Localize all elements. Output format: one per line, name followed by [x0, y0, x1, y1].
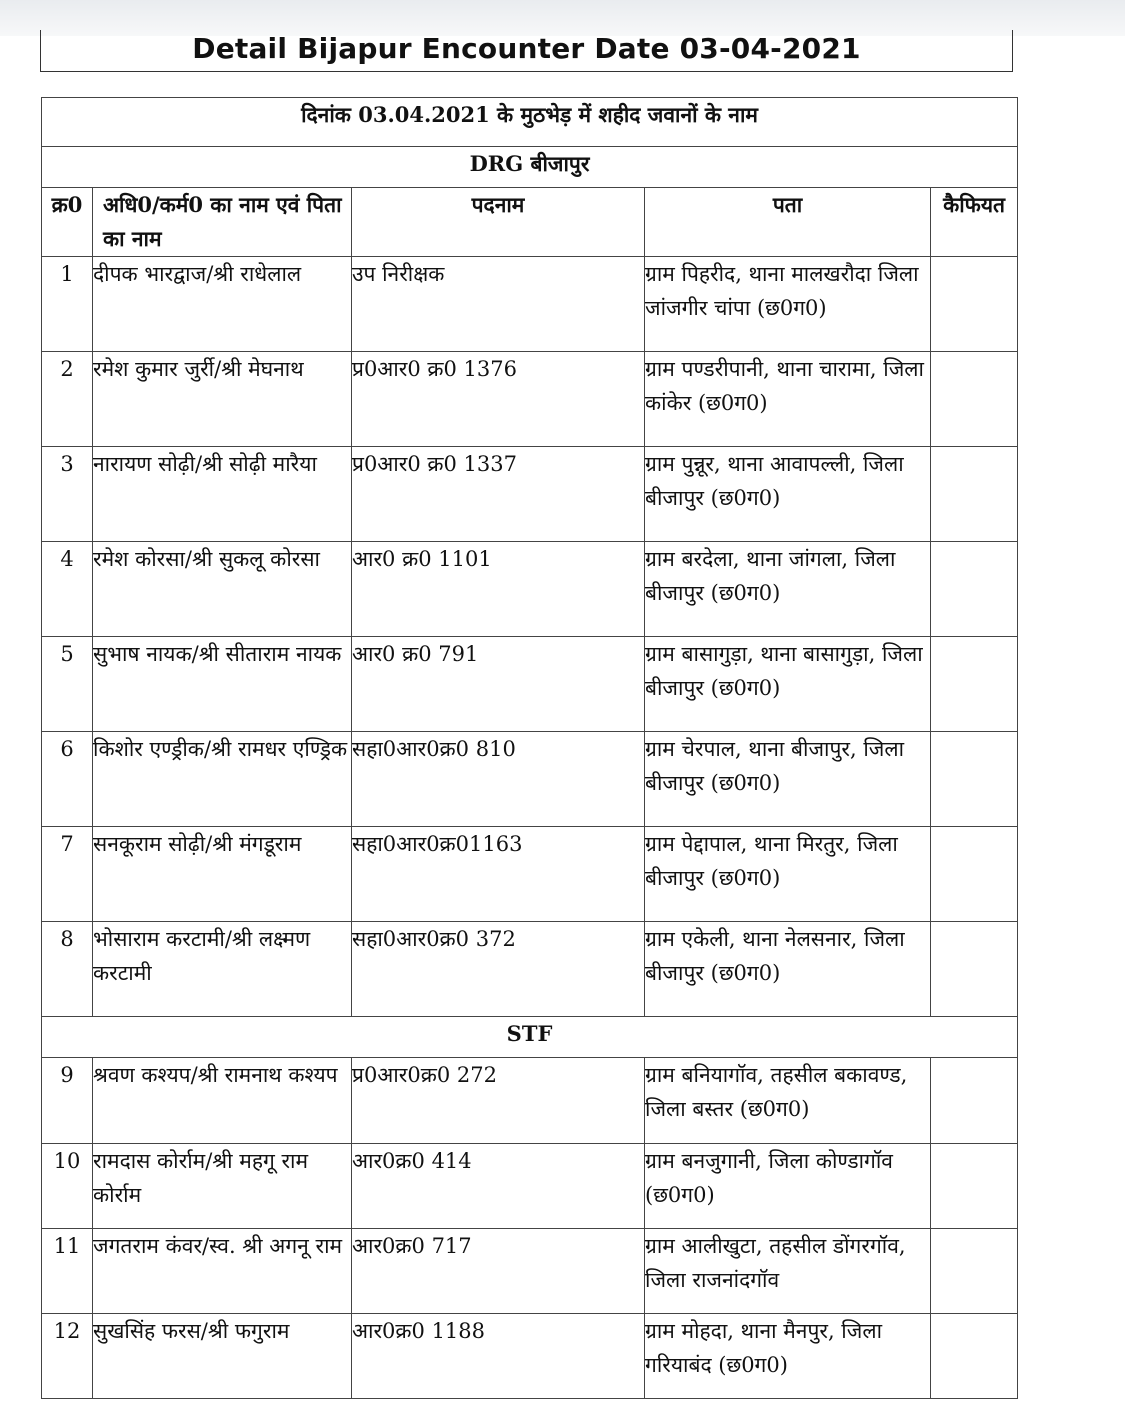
row-post: सहा0आर0क्र0 372: [352, 922, 645, 1017]
table-row: [42, 922, 1018, 1017]
row-number: 9: [42, 1058, 93, 1144]
row-name: रमेश कुमार जुर्री/श्री मेघनाथ: [93, 352, 352, 447]
row-remarks: [931, 827, 1018, 922]
row-name: दीपक भारद्वाज/श्री राधेलाल: [93, 257, 352, 352]
row-post: प्र0आर0क्र0 272: [352, 1058, 645, 1144]
row-name: किशोर एण्ड्रीक/श्री रामधर एण्ड्रिक: [93, 732, 352, 827]
row-address: ग्राम बरदेला, थाना जांगला, जिला बीजापुर (छ0ग0): [645, 542, 931, 637]
row-number: 6: [42, 732, 93, 827]
table-row: [42, 732, 1018, 827]
table-row: [42, 1058, 1018, 1144]
header-name: अधि0/कर्म0 का नाम एवं पिता का नाम: [93, 188, 352, 257]
table-row: [42, 1229, 1018, 1314]
row-address: ग्राम पेद्दापाल, थाना मिरतुर, जिला बीजापुर (छ0ग0): [645, 827, 931, 922]
table-caption: दिनांक 03.04.2021 के मुठभेड़ में शहीद जवानों के नाम: [42, 98, 1018, 147]
row-name: नारायण सोढ़ी/श्री सोढ़ी मारैया: [93, 447, 352, 542]
table-row: [42, 352, 1018, 447]
table-row: [42, 542, 1018, 637]
row-remarks: [931, 447, 1018, 542]
row-address: ग्राम मोहदा, थाना मैनपुर, जिला गरियाबंद (छ0ग0): [645, 1314, 931, 1399]
row-post: आर0 क्र0 1101: [352, 542, 645, 637]
table-row: [42, 827, 1018, 922]
row-post: आर0 क्र0 791: [352, 637, 645, 732]
header-address: पता: [645, 188, 931, 257]
row-name: रामदास कोर्राम/श्री महगू राम कोर्राम: [93, 1144, 352, 1229]
row-number: 12: [42, 1314, 93, 1399]
row-address: ग्राम आलीखुटा, तहसील डोंगरगॉव, जिला राजनांदगॉव: [645, 1229, 931, 1314]
row-number: 11: [42, 1229, 93, 1314]
section-title: DRG बीजापुर: [42, 147, 1018, 188]
row-number: 4: [42, 542, 93, 637]
row-number: 2: [42, 352, 93, 447]
table-row: [42, 447, 1018, 542]
row-name: श्रवण कश्यप/श्री रामनाथ कश्यप: [93, 1058, 352, 1144]
row-name: भोसाराम करटामी/श्री लक्ष्मण करटामी: [93, 922, 352, 1017]
row-address: ग्राम बनियागॉव, तहसील बकावण्ड, जिला बस्तर (छ0ग0): [645, 1058, 931, 1144]
row-number: 1: [42, 257, 93, 352]
header-post: पदनाम: [352, 188, 645, 257]
row-post: प्र0आर0 क्र0 1376: [352, 352, 645, 447]
row-remarks: [931, 352, 1018, 447]
row-number: 8: [42, 922, 93, 1017]
row-remarks: [931, 922, 1018, 1017]
row-name: सनकूराम सोढ़ी/श्री मंगडूराम: [93, 827, 352, 922]
martyrs-table: [41, 97, 1018, 1399]
row-remarks: [931, 732, 1018, 827]
row-post: आर0क्र0 717: [352, 1229, 645, 1314]
row-remarks: [931, 1058, 1018, 1144]
section-title: STF: [42, 1017, 1018, 1058]
row-address: ग्राम चेरपाल, थाना बीजापुर, जिला बीजापुर (छ0ग0): [645, 732, 931, 827]
section-row: [42, 1017, 1018, 1058]
row-remarks: [931, 637, 1018, 732]
row-number: 5: [42, 637, 93, 732]
document-title: Detail Bijapur Encounter Date 03-04-2021: [192, 32, 861, 65]
row-name: सुखसिंह फरस/श्री फगुराम: [93, 1314, 352, 1399]
table-row: [42, 637, 1018, 732]
row-address: ग्राम पण्डरीपानी, थाना चारामा, जिला कांकेर (छ0ग0): [645, 352, 931, 447]
row-post: आर0क्र0 414: [352, 1144, 645, 1229]
row-remarks: [931, 542, 1018, 637]
row-address: ग्राम एकेली, थाना नेलसनार, जिला बीजापुर (छ0ग0): [645, 922, 931, 1017]
row-address: ग्राम पिहरीद, थाना मालखरौदा जिला जांजगीर चांपा (छ0ग0): [645, 257, 931, 352]
row-remarks: [931, 257, 1018, 352]
row-address: ग्राम बासागुड़ा, थाना बासागुड़ा, जिला बीजापुर (छ0ग0): [645, 637, 931, 732]
row-name: जगतराम कंवर/स्व. श्री अगनू राम: [93, 1229, 352, 1314]
row-number: 7: [42, 827, 93, 922]
row-address: ग्राम बनजुगानी, जिला कोण्डागॉव (छ0ग0): [645, 1144, 931, 1229]
header-row: [42, 188, 1018, 257]
row-remarks: [931, 1144, 1018, 1229]
row-number: 10: [42, 1144, 93, 1229]
row-name: सुभाष नायक/श्री सीताराम नायक: [93, 637, 352, 732]
row-address: ग्राम पुन्नूर, थाना आवापल्ली, जिला बीजापुर (छ0ग0): [645, 447, 931, 542]
row-name: रमेश कोरसा/श्री सुकलू कोरसा: [93, 542, 352, 637]
row-post: प्र0आर0 क्र0 1337: [352, 447, 645, 542]
table-row: [42, 1314, 1018, 1399]
row-remarks: [931, 1229, 1018, 1314]
row-remarks: [931, 1314, 1018, 1399]
caption-row: [42, 98, 1018, 147]
table-row: [42, 257, 1018, 352]
row-post: आर0क्र0 1188: [352, 1314, 645, 1399]
table-row: [42, 1144, 1018, 1229]
row-post: सहा0आर0क्र0 810: [352, 732, 645, 827]
row-post: उप निरीक्षक: [352, 257, 645, 352]
section-row: [42, 147, 1018, 188]
header-remarks: कैफियत: [931, 188, 1018, 257]
row-post: सहा0आर0क्र01163: [352, 827, 645, 922]
header-serial: क्र0: [42, 188, 93, 257]
row-number: 3: [42, 447, 93, 542]
title-box: [40, 30, 1013, 72]
